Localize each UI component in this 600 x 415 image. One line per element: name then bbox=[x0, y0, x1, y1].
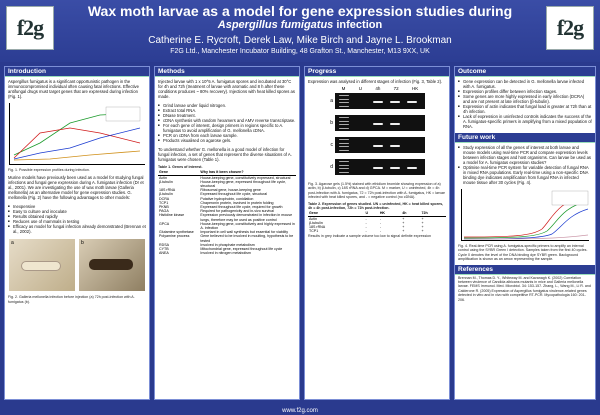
fig4-caption: Fig. 4. Real-time PCR using A. fumigatus-specific primers to amplify an internal control using the SYBR Green I detection. Samples taken from the first 40 cycles. Cycle 0 denotes the level of the DNA binding dye SYBR green. Background amplification is shown as an arrow representing the sample. bbox=[458, 244, 588, 262]
gel-band bbox=[390, 123, 400, 125]
fig2-photos bbox=[9, 239, 145, 291]
table1-cell-gene: 18S rRNA bbox=[159, 188, 176, 193]
table1-row bbox=[158, 222, 296, 230]
table1-header-gene: Gene bbox=[158, 170, 199, 175]
gel-marker-band bbox=[339, 143, 349, 144]
intro-paragraph-2: Murine models have previously been used as a model for studying fungal infections and fungal gene expression during A. fumigatus infection (Dr et al., 2001). We are investigating the use of wax moth larvae (Galleria mellonella) as an alternative model for gene expression studies. G. mellonella (Fig. 2) have the following advantages to other models: bbox=[8, 175, 144, 201]
table1-cell-gene: Polyamine process bbox=[159, 234, 190, 239]
table2-cell: + bbox=[402, 229, 405, 234]
gel-label: c bbox=[330, 142, 333, 148]
future-bullet: ■ Optimise real-time PCR system for variable detection of fungal RNA in mixed RNA populations. Early real-time using a non-specific DNA binding dye indicates amplification from fungal RNA in infected mouse tissue after 30 cycles (Fig. 4). bbox=[458, 165, 592, 185]
table2-cell: - bbox=[379, 225, 382, 230]
larva-b-shape bbox=[89, 259, 133, 270]
methods-column bbox=[154, 66, 300, 400]
table1-wrap bbox=[155, 170, 299, 255]
table2-cell: 18S rRNA bbox=[309, 225, 326, 230]
methods-bullet: ■ Extract total RNA. bbox=[158, 108, 296, 113]
table1-cell-gene: PAGA bbox=[159, 209, 169, 214]
methods-bullet: ■ For each gene of interest, design primers in regions specific to A. fumigatus to avoid amplification of G. mellonella cDNA. bbox=[158, 123, 296, 133]
gel-band bbox=[373, 123, 383, 125]
gel-marker-band bbox=[339, 168, 349, 169]
table2-caption: Table 2. Expression of genes studied. UN = uninfected, HK = heat killed spores, 4h = 4h post-infection, 72h = 72h post-infection. bbox=[308, 201, 444, 211]
table1-cell-reason: House-keeping gene, constitutively and highly expressed in A. infection bbox=[200, 221, 295, 231]
table2-cell: - bbox=[379, 229, 382, 234]
gel-row bbox=[313, 93, 449, 109]
table1-cell-reason: Putative hydrophobin, conidiation bbox=[200, 196, 254, 201]
gel-row bbox=[313, 159, 449, 175]
intro-bullet: ■ Inexpensive bbox=[8, 204, 146, 209]
table1-cell-gene: TCP1 bbox=[159, 200, 169, 205]
agarose-gel bbox=[335, 159, 425, 175]
gel-band bbox=[390, 101, 400, 103]
table1-row bbox=[158, 251, 296, 255]
fig1-caption: Fig. 1. Possible expression profiles during infection. bbox=[8, 168, 90, 172]
table1-cell-reason: Important in cell wall synthesis but essential for viability bbox=[200, 230, 289, 235]
fig4-svg bbox=[462, 189, 590, 241]
gel-row bbox=[313, 137, 449, 153]
fig2-caption: Fig. 2. Galleria mellonella infection before injection (a) 72h post-infection with A. fumigatus (b). bbox=[8, 295, 135, 304]
methods-bullets bbox=[155, 101, 299, 145]
gel-marker-band bbox=[339, 106, 349, 107]
future-bullet: ■ Study expression of all the genes of interest at both larvae and mouse models using real-time PCR and compare expression levels between infection stages and host organisms. Can larvae be used as a model for A. fumigatus expression studies? bbox=[458, 145, 592, 165]
references-heading: References bbox=[455, 265, 595, 275]
future-heading: Future work bbox=[455, 133, 595, 143]
f2g-logo-left: f2g bbox=[6, 6, 54, 50]
larva-a-shape bbox=[21, 261, 61, 271]
methods-heading: Methods bbox=[155, 67, 299, 77]
gel-band bbox=[373, 145, 383, 147]
gel-marker-band bbox=[339, 165, 349, 166]
table2-cell: + bbox=[421, 216, 424, 221]
table2-cell: + bbox=[421, 229, 424, 234]
gel-band bbox=[390, 167, 400, 169]
poster-subtitle: Aspergillus fumigatus infection bbox=[217, 19, 383, 31]
gel-lane-label: HK bbox=[412, 86, 419, 91]
fig1-chart bbox=[9, 103, 145, 165]
table1-cell-reason: Gene believed to be involved in moulting, hypothesis to be tested bbox=[200, 234, 294, 243]
table1-cell-reason: Ribosomal gene, house-keeping gene bbox=[200, 188, 261, 193]
fig4-chart bbox=[461, 189, 589, 241]
table1-cell-gene: Actin bbox=[159, 175, 167, 180]
f2g-logo-right: f2g bbox=[546, 6, 594, 50]
methods-bullet: ■ Products visualised on agarose gels. bbox=[158, 138, 296, 143]
outcome-bullets bbox=[455, 77, 595, 131]
table2-cell: TCP1 bbox=[309, 229, 319, 234]
table1-cell-reason: Involved in nitrogen metabolism bbox=[200, 251, 251, 256]
progress-column bbox=[304, 66, 450, 400]
gel-label: d bbox=[330, 164, 333, 170]
intro-bullets bbox=[5, 202, 149, 236]
progress-paragraph-1: Expression was analysed in different stages of infection (Fig. 3, Table 2). bbox=[308, 79, 443, 84]
table1-cell-gene: DCRA bbox=[159, 196, 170, 201]
poster-title-block bbox=[60, 3, 540, 57]
table1-cell-reason: House-keeping gene, expressed throughout life cycle, structural bbox=[200, 179, 287, 189]
gel-band bbox=[390, 145, 400, 147]
poster-header bbox=[0, 0, 600, 62]
gels bbox=[313, 93, 449, 175]
table1-row bbox=[158, 180, 296, 188]
gel-marker-band bbox=[339, 146, 349, 147]
table1-row bbox=[158, 213, 296, 221]
gel-lane-label: 4h bbox=[375, 86, 381, 91]
table1-caption: Table 1. Genes of interest. bbox=[158, 165, 203, 169]
table2-cell: - bbox=[379, 220, 382, 225]
gel-marker-band bbox=[339, 139, 349, 140]
table1-cell-reason: Chaperonin protein, involved in protein folding bbox=[200, 200, 274, 205]
table2-cell: - bbox=[365, 216, 367, 221]
gel-marker-band bbox=[339, 102, 349, 103]
outcome-bullet: ■ Expression profiles differ between infection stages. bbox=[458, 89, 592, 94]
table2-cell: + bbox=[402, 220, 405, 225]
table2-header: 4h bbox=[401, 211, 420, 216]
gel-marker-band bbox=[339, 99, 349, 100]
table2-cell: β-tubulin bbox=[309, 220, 323, 225]
gel-marker-band bbox=[339, 124, 349, 125]
table1-cell-reason: Mitochondrial gene, expressed throughout life cycle bbox=[200, 247, 283, 252]
table1-cell-gene: Glutamine synthetase bbox=[159, 230, 194, 235]
lane-labels bbox=[335, 86, 425, 91]
outcome-bullet: ■ Gene expression can be detected in G. mellonella larvae infected with A. fumigatus. bbox=[458, 79, 592, 89]
intro-column bbox=[4, 66, 150, 400]
table2-header: Gene bbox=[308, 211, 365, 216]
gel-label: a bbox=[330, 98, 333, 104]
agarose-gel bbox=[335, 115, 425, 131]
outcome-bullet: ■ Some genes are more highly expressed in early infection (DCRA) and are not present at late infection (β-tubulin). bbox=[458, 94, 592, 104]
table2-cell: - bbox=[365, 225, 367, 230]
methods-paragraph-2: To understand whether G. mellonella is a good model of infection for fungal infection, a set of genes that represent the diverse situations of A. fumigatus were chosen (Table 1). bbox=[158, 147, 292, 162]
table2-cell: Actin bbox=[309, 216, 317, 221]
poster-affiliation: F2G Ltd., Manchester Incubator Building, 48 Grafton St., Manchester, M13 9XX, UK bbox=[170, 48, 430, 55]
table1-cell-reason: Expression previously demonstrated in infection in mouse lungs, therefore may be used as positive control bbox=[200, 213, 293, 222]
table2-header: 72h bbox=[420, 211, 446, 216]
table1-cell-gene: Histidine kinase bbox=[159, 213, 185, 218]
gel-band bbox=[373, 101, 383, 103]
gel-lane-label: U bbox=[358, 86, 362, 91]
table1-cell-gene: β-tubulin bbox=[159, 179, 173, 184]
table1-cell-reason: House-keeping gene, constitutively expressed, structural bbox=[200, 175, 291, 180]
table1-cell-reason: Expressed throughout life cycle, required for growth bbox=[200, 205, 283, 210]
table1-cell-gene: PKNB bbox=[159, 205, 169, 210]
methods-bullet: ■ cDNA synthesis with random hexamers and AMV reverse transcriptase. bbox=[158, 118, 296, 123]
table2-header: HK bbox=[379, 211, 401, 216]
intro-paragraph-1: Aspergillus fumigatus is a significant opportunistic pathogen in the immunocompromised individual often causing fatal infections. Effective antifungal drugs must target genes that are expressed during infection (Fig. 1). bbox=[8, 79, 139, 99]
table2-header: U bbox=[365, 211, 379, 216]
gel-marker-band bbox=[339, 121, 349, 122]
intro-bullet: ■ Easy to culture and inoculate bbox=[8, 209, 146, 214]
gel-marker-band bbox=[339, 172, 349, 173]
footer-url[interactable]: www.f2g.com bbox=[282, 408, 318, 414]
table2-cell: - bbox=[365, 220, 367, 225]
outcome-bullet: ■ Expression of actin indicates that fungal load is greater at 72h than at 4h infection. bbox=[458, 104, 592, 114]
table2-cell: - bbox=[379, 216, 382, 221]
gel-marker-band bbox=[339, 117, 349, 118]
table1-cell-gene: GPCA bbox=[159, 221, 170, 226]
methods-bullet: ■ PCR on cDNA from each larvae sample. bbox=[158, 133, 296, 138]
outcome-column bbox=[454, 66, 596, 400]
table2-cell: - bbox=[365, 229, 367, 234]
methods-paragraph-1: Injected larvae with 1 x 10^5 A. fumigatus spores and incubated at 30°C for 4h and 72h (treatment of larvae with aromatic and 8 h after these conditions produces ~ 80% recovery). Injections with heat killed spores as made. bbox=[158, 79, 295, 99]
fig2-photo-a: a bbox=[9, 239, 75, 291]
poster-title: Wax moth larvae as a model for gene expression studies during bbox=[87, 3, 513, 19]
table2-note: Results in grey indicate a sample volume too low to signal definite expression bbox=[308, 234, 432, 239]
table2-cell: + bbox=[402, 216, 405, 221]
table1-cell-gene: CYTB bbox=[159, 247, 169, 252]
gel-band bbox=[407, 101, 417, 103]
table1-cell-gene: ANEA bbox=[159, 251, 169, 256]
table2 bbox=[308, 211, 446, 233]
fig3-caption: Fig. 3. Agarose gels (1.5%) stained with ethidium bromide showing expression of a) actin, b) β-tubulin, c) 18S rRNA and d) GPCA. M = marker, U = uninfected, 4h = 4h post-infection with A. fumigatus, 72 = 72h post-infection with A. fumigatus, HK = larvae infected with heat killed spores, and - = negative control (no cDNA). bbox=[308, 182, 446, 200]
gel-lane-label: M bbox=[341, 86, 346, 91]
table1-cell-reason: Involved in phosphate metabolism bbox=[200, 242, 255, 247]
fig2-photo-b: b bbox=[79, 239, 145, 291]
fig1-svg bbox=[10, 103, 144, 165]
gel-row bbox=[313, 115, 449, 131]
intro-heading: Introduction bbox=[5, 67, 149, 77]
poster-authors: Catherine E. Rycroft, Derek Law, Mike Birch and Jayne L. Brookman bbox=[148, 35, 452, 46]
table2-cell: + bbox=[402, 225, 405, 230]
outcome-bullet: ■ Lack of expression in uninfected controls indicates the success of the A. fumigatus-specific primers in amplifying from a mixed population of RNA. bbox=[458, 114, 592, 129]
table1-header-why: Why has it been chosen? bbox=[199, 170, 296, 175]
table2-cell: + bbox=[421, 225, 424, 230]
table2-wrap bbox=[305, 211, 449, 233]
gel-marker-band bbox=[339, 150, 349, 151]
gel-marker-band bbox=[339, 161, 349, 162]
gel-band bbox=[407, 167, 417, 169]
intro-bullet: ■ Efficacy as model for fungal infection already demonstrated (Brennan et al., 2002). bbox=[8, 224, 146, 234]
table2-cell: + bbox=[421, 220, 424, 225]
table1-cell-reason: Required for pathogenicity and in-vivo survival bbox=[200, 209, 274, 214]
gel-band bbox=[373, 167, 383, 169]
references-text: Brennan M., Thomas D. Y., Whiteway M. and Kavanagh K. (2002) Correlation between virulence of Candida albicans mutants in mice and Galleria mellonella larvae. FEMS Immunol. Med. Microbiol. 34: 153-157. Zhang, L., Wang M., Li R. and Calderone R. (2005) Expression of Aspergillus fumigatus virulence-related genes detected in vitro and in vivo with competitive RT-PCR. Mycopathologia 160: 201-206. bbox=[458, 275, 591, 302]
intro-bullet: ■ Results obtained rapidly bbox=[8, 214, 146, 219]
methods-bullet: ■ DNase treatment. bbox=[158, 113, 296, 118]
table1-cell-gene: β-tubulin bbox=[159, 192, 173, 197]
table1 bbox=[158, 170, 296, 255]
agarose-gel bbox=[335, 93, 425, 109]
gel-marker-band bbox=[339, 128, 349, 129]
table1-row bbox=[158, 234, 296, 242]
gel-marker-band bbox=[339, 95, 349, 96]
gel-label: b bbox=[330, 120, 333, 126]
future-bullets bbox=[455, 143, 595, 187]
methods-bullet: ■ Grind larvae under liquid nitrogen. bbox=[158, 103, 296, 108]
table1-cell-reason: Expressed throughout life cycle, structural bbox=[200, 192, 268, 197]
gel-lane-label: 72 bbox=[393, 86, 399, 91]
outcome-heading: Outcome bbox=[455, 67, 595, 77]
table1-cell-gene: RDSA bbox=[159, 242, 169, 247]
agarose-gel bbox=[335, 137, 425, 153]
progress-heading: Progress bbox=[305, 67, 449, 77]
intro-bullet: ■ Reduces use of mammals in testing bbox=[8, 219, 146, 224]
